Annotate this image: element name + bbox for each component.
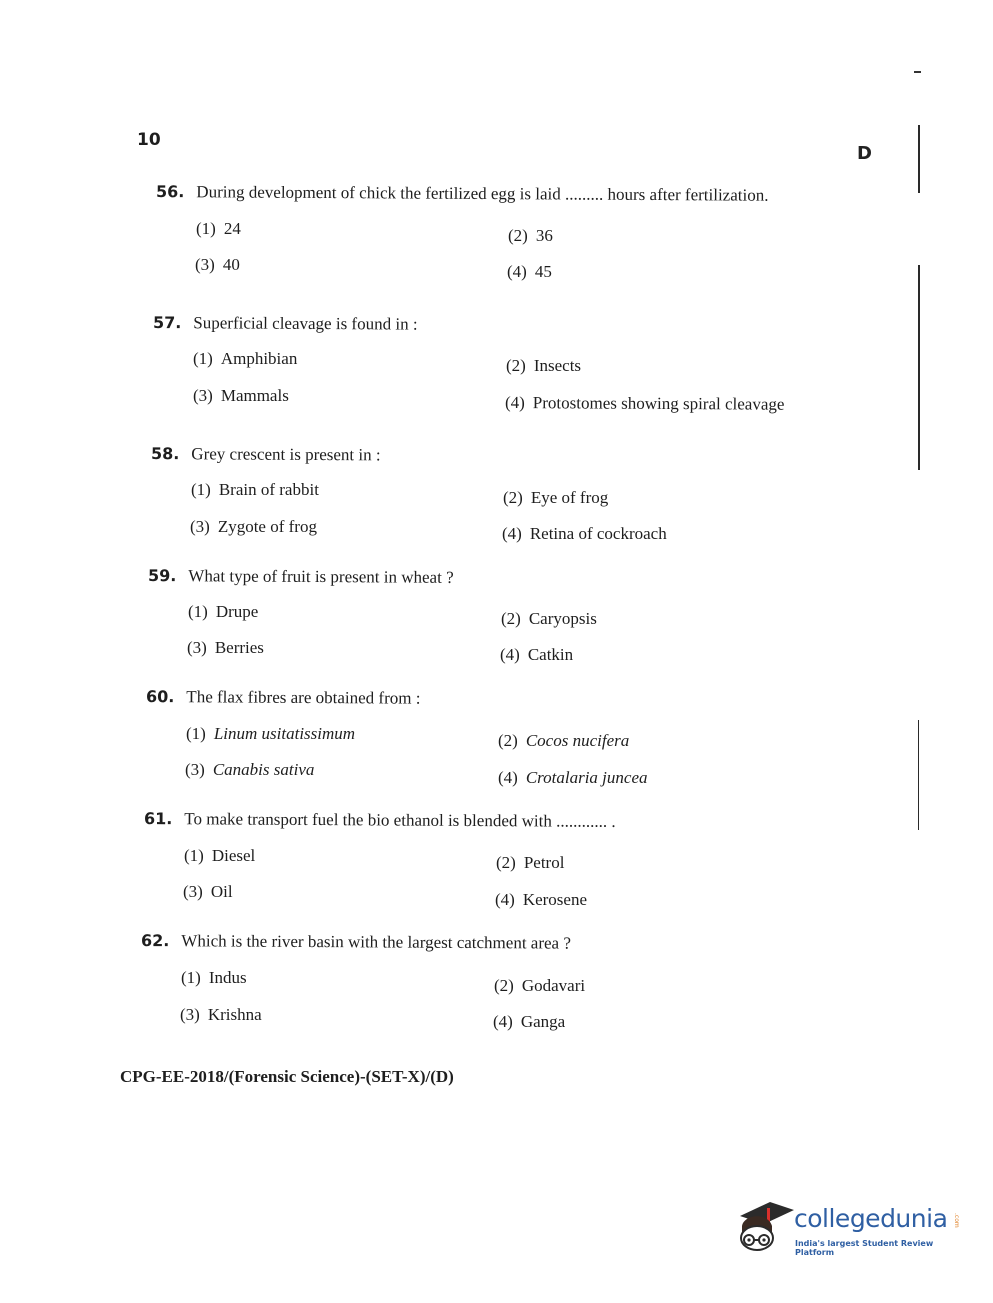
option xyxy=(190,517,317,537)
option-text: Krishna xyxy=(207,1005,262,1024)
option-text: Indus xyxy=(208,968,247,987)
option xyxy=(501,609,597,629)
question-text: To make transport fuel the bio ethanol is blended with ............ . xyxy=(184,809,616,831)
question-number: 61. xyxy=(143,809,173,829)
option-number: (4) xyxy=(502,524,522,543)
option-number: (2) xyxy=(496,853,516,872)
option-number: (2) xyxy=(506,356,526,375)
logo-tagline: India's largest Student Review Platform xyxy=(795,1239,934,1257)
option xyxy=(193,349,297,369)
question-number: 60. xyxy=(145,687,175,707)
option xyxy=(505,393,785,415)
question-number: 58. xyxy=(150,444,180,464)
option-number: (3) xyxy=(193,386,213,405)
page-number: 10 xyxy=(137,130,161,150)
option-number: (4) xyxy=(495,890,515,909)
option-text: 45 xyxy=(534,262,552,281)
option-number: (4) xyxy=(498,768,518,787)
option-text: 36 xyxy=(535,226,553,245)
option-number: (4) xyxy=(507,262,527,281)
scan-edge-line xyxy=(918,265,920,470)
option-number: (3) xyxy=(183,882,203,901)
option-text: Catkin xyxy=(527,645,574,664)
collegedunia-logo xyxy=(734,1196,960,1256)
option xyxy=(508,226,553,246)
option xyxy=(496,853,564,873)
option xyxy=(188,602,258,622)
option xyxy=(494,976,585,996)
option-text: Godavari xyxy=(521,976,586,995)
option-text: Eye of frog xyxy=(530,488,609,507)
option-text: Brain of rabbit xyxy=(218,480,319,499)
option-text: Protostomes showing spiral cleavage xyxy=(532,393,785,414)
logo-domain-suffix: .com xyxy=(953,1213,960,1228)
option-text: Diesel xyxy=(211,846,256,865)
option-text: Linum usitatissimum xyxy=(213,724,356,743)
question-text: Superficial cleavage is found in : xyxy=(193,313,418,334)
option-number: (2) xyxy=(498,731,518,750)
question-text: Which is the river basin with the largest catchment area ? xyxy=(181,931,571,953)
option-text: Mammals xyxy=(220,386,289,405)
question-stem xyxy=(141,931,571,954)
question-stem xyxy=(146,687,421,709)
top-scan-dash xyxy=(914,71,921,73)
option-text: 24 xyxy=(223,219,241,238)
logo-wordmark: collegedunia xyxy=(794,1204,948,1233)
option-number: (1) xyxy=(184,846,204,865)
question-text: The flax fibres are obtained from : xyxy=(186,687,421,708)
option-text: Berries xyxy=(214,638,264,657)
option-text: 40 xyxy=(222,255,240,274)
question-number: 59. xyxy=(147,566,177,586)
option xyxy=(185,760,314,780)
option xyxy=(193,386,289,406)
question-stem xyxy=(156,182,769,206)
option-text: Oil xyxy=(210,882,233,901)
option-number: (2) xyxy=(501,609,521,628)
option xyxy=(495,890,587,910)
option-number: (3) xyxy=(187,638,207,657)
option-number: (2) xyxy=(508,226,528,245)
option xyxy=(181,968,247,988)
option xyxy=(507,262,552,282)
option-number: (4) xyxy=(493,1012,513,1031)
option-number: (1) xyxy=(181,968,201,987)
question-number: 62. xyxy=(140,931,170,951)
question-text: During development of chick the fertilized egg is laid ......... hours after fertilization. xyxy=(196,182,769,205)
option-text: Canabis sativa xyxy=(212,760,315,779)
option-text: Cocos nucifera xyxy=(525,731,630,750)
option-number: (1) xyxy=(188,602,208,621)
option-text: Zygote of frog xyxy=(217,517,317,536)
mascot-graduation-cap-icon xyxy=(734,1196,794,1256)
option xyxy=(498,731,629,751)
scan-edge-line xyxy=(918,125,920,193)
option xyxy=(506,356,581,376)
option-text: Retina of cockroach xyxy=(529,524,667,543)
option-number: (3) xyxy=(185,760,205,779)
set-code-mark: D xyxy=(857,143,872,164)
option-text: Ganga xyxy=(520,1012,566,1031)
option-number: (3) xyxy=(180,1005,200,1024)
option xyxy=(191,480,319,500)
question-stem xyxy=(148,566,454,588)
option-number: (1) xyxy=(191,480,211,499)
option-text: Amphibian xyxy=(220,349,298,368)
option-number: (1) xyxy=(193,349,213,368)
option xyxy=(503,488,608,508)
option xyxy=(180,1005,262,1025)
question-number: 56. xyxy=(155,182,185,202)
option-number: (4) xyxy=(504,393,525,413)
question-text: Grey crescent is present in : xyxy=(191,444,381,465)
question-text: What type of fruit is present in wheat ? xyxy=(188,566,454,587)
option-number: (2) xyxy=(494,976,514,995)
option xyxy=(493,1012,565,1032)
option-text: Kerosene xyxy=(522,890,588,909)
option-number: (2) xyxy=(503,488,523,507)
option xyxy=(195,255,240,275)
option-number: (3) xyxy=(195,255,215,274)
footer-paper-code: CPG-EE-2018/(Forensic Science)-(SET-X)/(D) xyxy=(120,1067,454,1086)
question-stem xyxy=(153,313,418,335)
option xyxy=(498,768,648,788)
option xyxy=(502,524,667,544)
question-stem xyxy=(144,809,616,832)
option xyxy=(500,645,573,665)
option xyxy=(184,846,255,866)
option-number: (4) xyxy=(500,645,520,664)
option-number: (1) xyxy=(186,724,206,743)
option-number: (3) xyxy=(190,517,210,536)
option-text: Caryopsis xyxy=(528,609,597,628)
option-number: (1) xyxy=(196,219,216,238)
option-text: Petrol xyxy=(523,853,565,872)
question-stem xyxy=(151,444,381,465)
option xyxy=(196,219,241,239)
option-text: Crotalaria juncea xyxy=(525,768,648,787)
question-number: 57. xyxy=(152,313,182,333)
scan-edge-line xyxy=(918,720,919,830)
option xyxy=(186,724,355,744)
option xyxy=(187,638,264,658)
option xyxy=(183,882,233,902)
option-text: Insects xyxy=(533,356,582,375)
option-text: Drupe xyxy=(215,602,259,621)
